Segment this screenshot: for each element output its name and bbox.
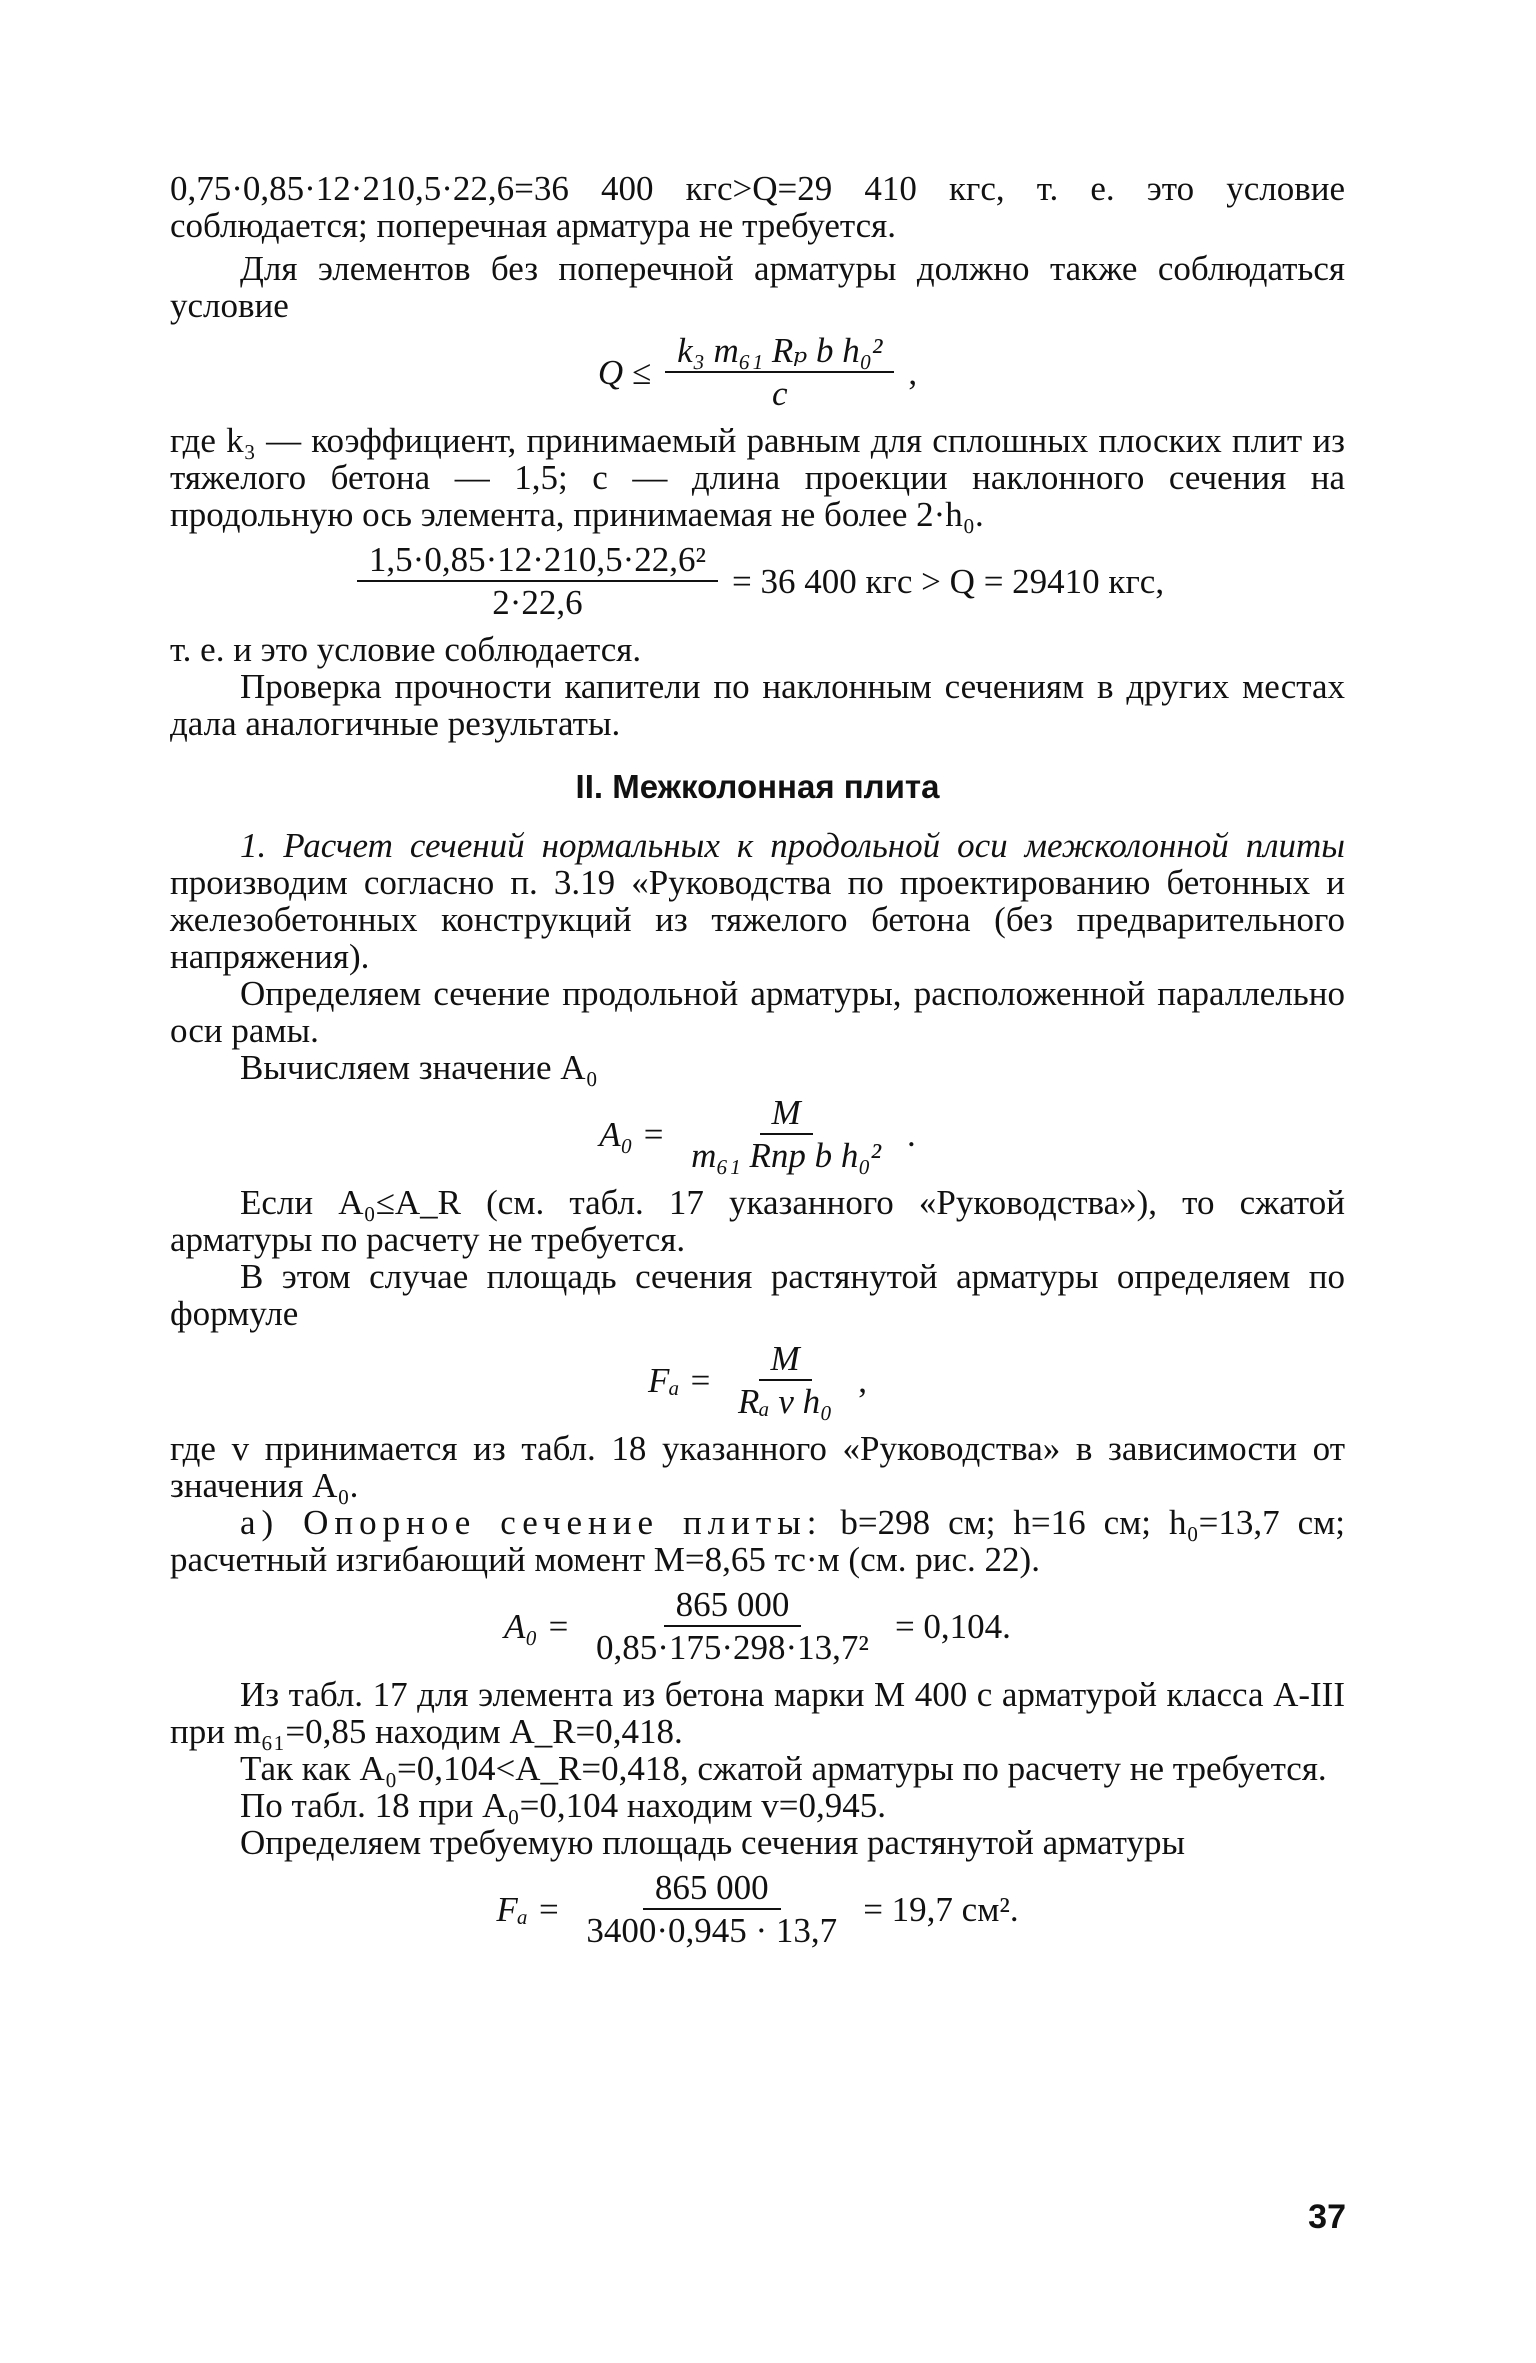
formula-5-numerator: 865 000 <box>664 1586 802 1627</box>
formula-2-fraction <box>357 541 718 621</box>
paragraph-6 <box>170 827 1345 975</box>
paragraph-10: В этом случае площадь сечения растянутой арматуры определяем по формуле <box>170 1257 1345 1333</box>
paragraph-8: Вычисляем значение A₀ <box>240 1048 598 1087</box>
formula-4-right: , <box>858 1360 868 1400</box>
formula-4-left: Fₐ = <box>647 1360 712 1400</box>
formula-4-denominator: Rₐ v h₀ <box>737 1382 833 1421</box>
paragraph-14: Так как A₀=0,104<A_R=0,418, сжатой арматуры по расчету не требуется. <box>240 1749 1327 1788</box>
formula-3-right: . <box>907 1114 916 1154</box>
formula-4-numerator: M <box>759 1340 812 1381</box>
formula-shear-condition <box>170 332 1345 412</box>
formula-shear-check <box>170 541 1345 621</box>
formula-A0-value <box>170 1586 1345 1666</box>
formula-Fa-value <box>170 1869 1345 1949</box>
formula-5-denominator: 0,85·175·298·13,7² <box>595 1628 869 1667</box>
paragraph-5: Проверка прочности капители по наклонным сечениям в других местах дала аналогичные результаты. <box>170 667 1345 743</box>
paragraph-12-rest: b=298 см; h=16 см; h₀=13,7 см; расчетный изгибающий момент M=8,65 тс·м (см. рис. 22). <box>170 1503 1346 1579</box>
formula-3-fraction <box>679 1094 893 1174</box>
paragraph-2: Для элементов без поперечной арматуры должно также соблюдаться условие <box>170 249 1345 325</box>
formula-2-numerator: 1,5·0,85·12·210,5·22,6² <box>357 541 718 582</box>
formula-2-right: = 36 400 кгс > Q = 29410 кгс, <box>732 561 1165 601</box>
page-body <box>170 170 1345 1959</box>
paragraph-11: где v принимается из табл. 18 указанного «Руководства» в зависимости от значения A₀. <box>170 1429 1345 1505</box>
paragraph-6-rest: производим согласно п. 3.19 «Руководства по проектированию бетонных и железобетонных конструкций из тяжелого бетона (без предварительного напряжения). <box>170 863 1345 976</box>
formula-5-right: = 0,104. <box>894 1606 1011 1646</box>
paragraph-16: Определяем требуемую площадь сечения растянутой арматуры <box>240 1823 1185 1862</box>
paragraph-12 <box>170 1504 1345 1578</box>
paragraph-9: Если A₀≤A_R (см. табл. 17 указанного «Руководства»), то сжатой арматуры по расчету не требуется. <box>170 1183 1345 1259</box>
formula-3-left: A₀ = <box>599 1114 666 1154</box>
formula-4-fraction <box>726 1340 844 1420</box>
formula-1-fraction <box>665 332 894 412</box>
page-number: 37 <box>1308 2198 1346 2236</box>
formula-3-denominator: m₆₁ Rпр b h₀² <box>691 1136 882 1175</box>
formula-1-denominator: c <box>771 374 788 413</box>
formula-6-fraction <box>574 1869 849 1949</box>
formula-1-numerator: k₃ m₆₁ Rₚ b h₀² <box>665 332 894 373</box>
formula-1-right: , <box>908 352 918 392</box>
paragraph-13: Из табл. 17 для элемента из бетона марки М 400 с арматурой класса А-III при m₆₁=0,85 находим A_R=0,418. <box>170 1675 1345 1751</box>
paragraph-15: По табл. 18 при A₀=0,104 находим v=0,945. <box>240 1786 886 1825</box>
formula-A0-definition <box>170 1094 1345 1174</box>
formula-6-denominator: 3400·0,945 · 13,7 <box>586 1911 838 1950</box>
formula-5-left: A₀ = <box>504 1606 570 1646</box>
formula-3-numerator: M <box>760 1094 813 1135</box>
formula-2-denominator: 2·22,6 <box>492 583 583 622</box>
paragraph-12-label: а) Опорное сечение плиты: <box>240 1503 823 1542</box>
formula-1-left: Q ≤ <box>597 352 652 392</box>
paragraph-6-italic: 1. Расчет сечений нормальных к продольной оси межколонной плиты <box>240 826 1345 865</box>
paragraph-4: т. е. и это условие соблюдается. <box>170 630 642 669</box>
section-title: II. Межколонная плита <box>575 768 940 805</box>
paragraph-1: 0,75·0,85·12·210,5·22,6=36 400 кгс>Q=29 410 кгс, т. е. это условие соблюдается; поперечная арматура не требуется. <box>170 169 1345 245</box>
paragraph-3: где k₃ — коэффициент, принимаемый равным для сплошных плоских плит из тяжелого бетона — 1,5; c — длина проекции наклонного сечения на продольную ось элемента, принимаемая не более 2·h₀. <box>170 421 1345 534</box>
formula-5-fraction <box>584 1586 881 1666</box>
paragraph-7: Определяем сечение продольной арматуры, расположенной параллельно оси рамы. <box>170 974 1345 1050</box>
formula-6-left: Fₐ = <box>496 1889 561 1929</box>
formula-Fa-definition <box>170 1340 1345 1420</box>
formula-6-numerator: 865 000 <box>643 1869 781 1910</box>
formula-6-right: = 19,7 см². <box>863 1889 1019 1929</box>
